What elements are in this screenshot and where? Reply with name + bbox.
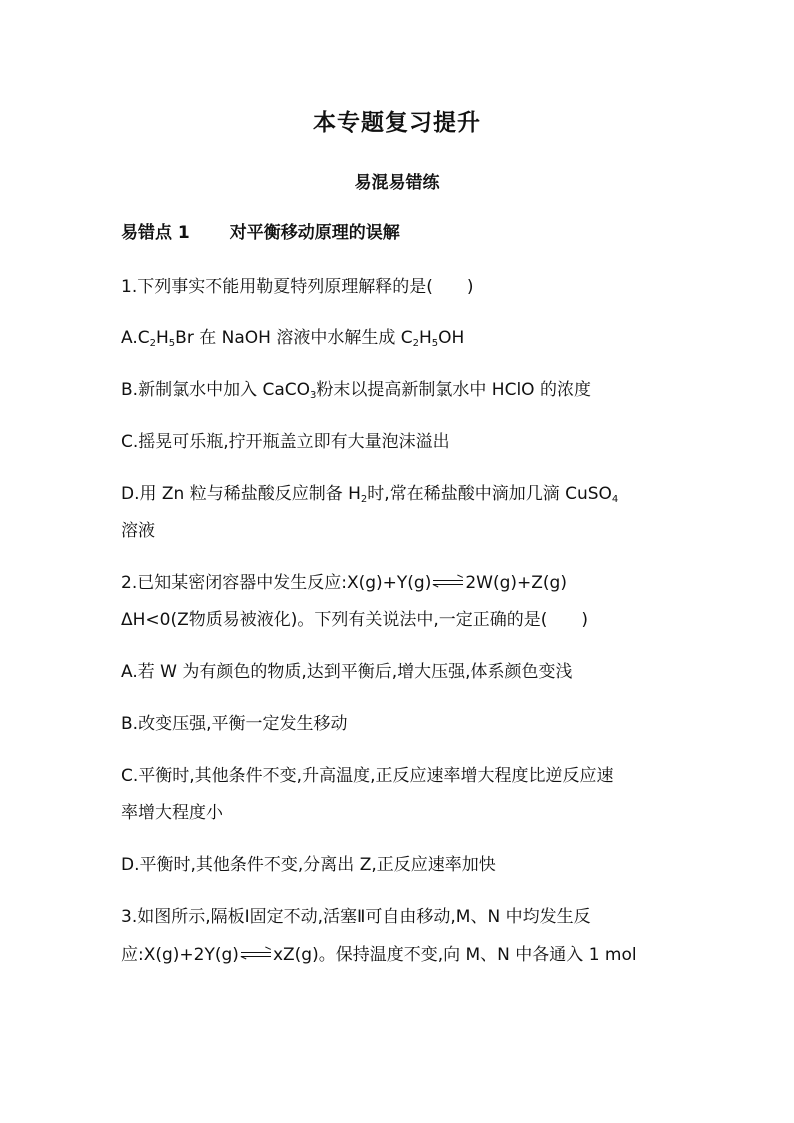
q1-stem: 1.下列事实不能用勒夏特列原理解释的是( ): [121, 277, 474, 297]
q2-option-b: B.改变压强,平衡一定发生移动: [121, 714, 348, 734]
q2-stem-cont: ΔH<0(Z物质易被液化)。下列有关说法中,一定正确的是( ): [121, 610, 589, 630]
section-text: 对平衡移动原理的误解: [229, 223, 400, 243]
q1-option-d: D.用 Zn 粒与稀盐酸反应制备 $H_2$时,常在稀盐酸中滴加几滴 CuSO$_4$: [121, 484, 619, 505]
equilibrium-arrow-icon: [433, 578, 463, 588]
section-heading: [121, 218, 400, 243]
q1-option-b: B.新制氯水中加入 CaCO$_3$粉末以提高新制氯水中 HClO 的浓度: [121, 380, 591, 401]
q3-stem: 3.如图所示,隔板Ⅰ固定不动,活塞Ⅱ可自由移动,M、N 中均发生反: [121, 907, 591, 927]
q2-option-a: A.若 W 为有颜色的物质,达到平衡后,增大压强,体系颜色变浅: [121, 662, 573, 682]
q2-option-c-cont: 率增大程度小: [121, 803, 223, 823]
q1-option-a: $A.C_2H_5Br$ 在 NaOH 溶液中水解生成 $C_2H_5OH$: [121, 328, 465, 349]
q2-option-d: D.平衡时,其他条件不变,分离出 Z,正反应速率加快: [121, 855, 496, 875]
page-title: 本专题复习提升: [313, 110, 481, 136]
section-label: 易错点 1: [121, 223, 190, 243]
q1-option-c: C.摇晃可乐瓶,拧开瓶盖立即有大量泡沫溢出: [121, 432, 450, 452]
page-subtitle: 易混易错练: [354, 173, 440, 193]
q1-option-d-cont: 溶液: [121, 521, 155, 541]
q2-option-c: C.平衡时,其他条件不变,升高温度,正反应速率增大程度比逆反应速: [121, 766, 614, 786]
q3-stem-cont: 应:X(g)+2Y(g) xZ(g)。保持温度不变,向 M、N 中各通入 1 mol: [121, 945, 637, 965]
equilibrium-arrow-icon: [241, 950, 271, 960]
q2-stem: 2.已知某密闭容器中发生反应:X(g)+Y(g) 2W(g)+Z(g): [121, 573, 567, 593]
